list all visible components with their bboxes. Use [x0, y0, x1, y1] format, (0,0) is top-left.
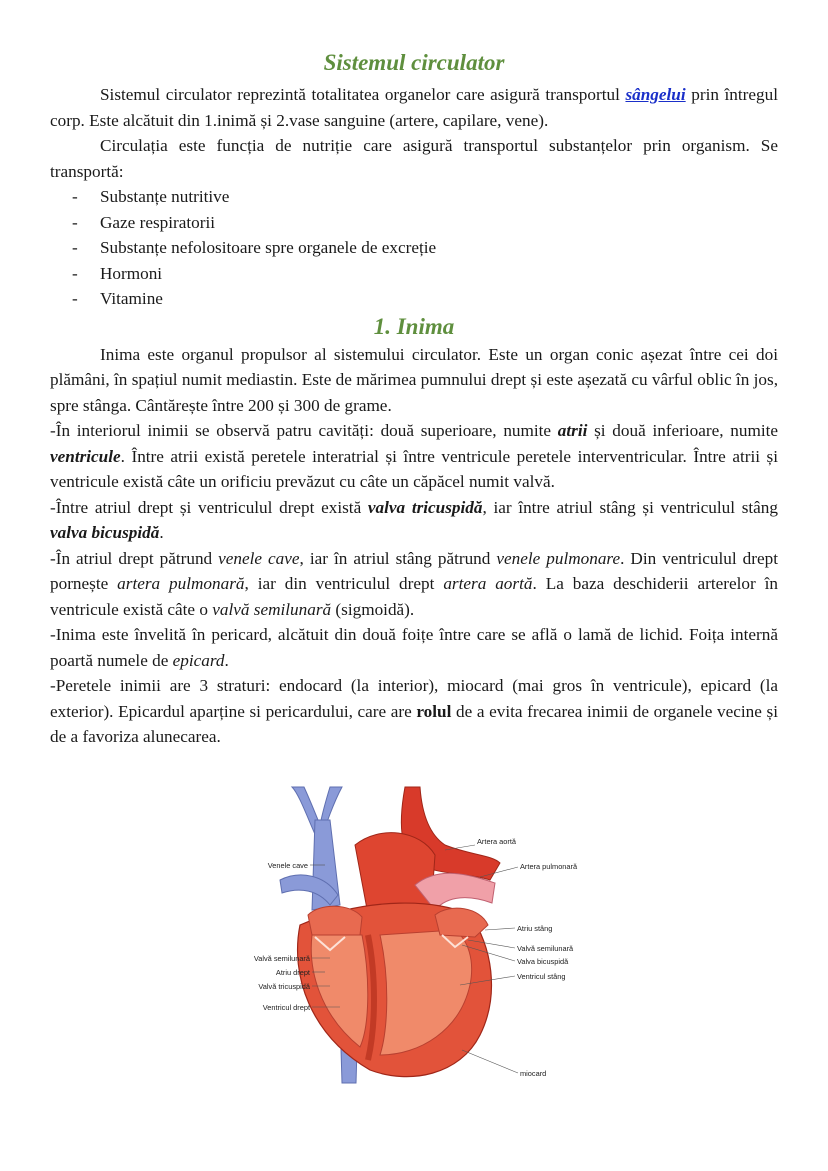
document-page — [50, 48, 778, 750]
page-title: Sistemul circulator — [323, 50, 505, 75]
list-item: - Vitamine — [72, 289, 163, 308]
label-valva-tricuspida: Valvă tricuspidă — [258, 982, 310, 991]
list-item: - Substanțe nefolositoare spre organele de excreție — [72, 238, 437, 257]
inima-paragraph-6: -Peretele inimii are 3 straturi: endocard (la interior), miocard (mai gros în ventricule), epicard (la exterior). Epicardul aparține si pericardului, care are rolul de a evita frecarea inimii de organele vecine și de a favoriza alunecarea. — [50, 676, 778, 746]
label-valva-semilunara-right: Valvă semilunară — [517, 944, 574, 953]
label-ventricul-drept: Ventricul drept — [262, 1003, 310, 1012]
inima-paragraph-3: -Între atriul drept și ventriculul drept există valva tricuspidă, iar între atriul stâng și ventriculul stâng valva bicuspidă. — [50, 497, 778, 542]
sangelui-link[interactable]: sângelui — [625, 85, 686, 104]
heart-diagram — [230, 785, 610, 1085]
label-atriu-drept: Atriu drept — [275, 968, 310, 977]
section-title-inima: 1. Inima — [373, 313, 455, 339]
label-venele-cave: Venele cave — [267, 861, 308, 870]
label-lines — [230, 785, 610, 1085]
label-artera-pulmonara: Artera pulmonară — [520, 862, 578, 871]
list-item: - Hormoni — [72, 263, 163, 283]
label-valva-bicuspida: Valva bicuspidă — [517, 957, 569, 966]
transport-list — [50, 184, 778, 312]
label-artera-aorta: Artera aortă — [477, 837, 517, 846]
label-ventricul-stang: Ventricul stâng — [517, 972, 566, 981]
label-miocard: miocard — [520, 1069, 547, 1078]
inima-paragraph-5: -Inima este învelită în pericard, alcătuit din două foițe între care se află o lamă de lichid. Foița internă poartă numele de epicard. — [50, 625, 778, 670]
list-item: - Substanțe nutritive — [72, 187, 230, 206]
label-valva-semilunara-left: Valvă semilunară — [253, 954, 310, 963]
inima-paragraph-4: -În atriul drept pătrund venele cave, iar în atriul stâng pătrund venele pulmonare. Din ventriculul drept pornește artera pulmonară, iar din ventriculul drept artera aortă. La baza deschiderii arterelor în ventricule există câte o valvă semilunară (sigmoidă). — [50, 548, 778, 619]
list-item: - Gaze respiratorii — [72, 212, 216, 232]
intro-paragraph-2: Circulația este funcția de nutriție care asigură transportul substanțelor prin organism. Se transportă: — [50, 136, 778, 181]
inima-paragraph-1: Inima este organul propulsor al sistemului circulator. Este un organ conic așezat între cei doi plămâni, în spațiul numit mediastin. Este de mărimea pumnului drept și este așezată cu vârful oblic în jos, spre stânga. Cântărește între 200 și 300 de grame. — [50, 344, 778, 415]
label-atriu-stang: Atriu stâng — [517, 924, 553, 933]
inima-paragraph-2: -În interiorul inimii se observă patru cavități: două superioare, numite atrii și două inferioare, numite ventricule. Între atrii există peretele interatrial și între ventricule peretele interventricular. Între atrii și ventricule există câte un orificiu prevăzut cu câte un căpăcel numit valvă. — [50, 421, 778, 491]
intro-paragraph-1: Sistemul circulator reprezintă totalitatea organelor care asigură transportul sângelui prin întregul corp. Este alcătuit din 1.inimă și 2.vase sanguine (artere, capilare, vene). — [50, 85, 778, 130]
